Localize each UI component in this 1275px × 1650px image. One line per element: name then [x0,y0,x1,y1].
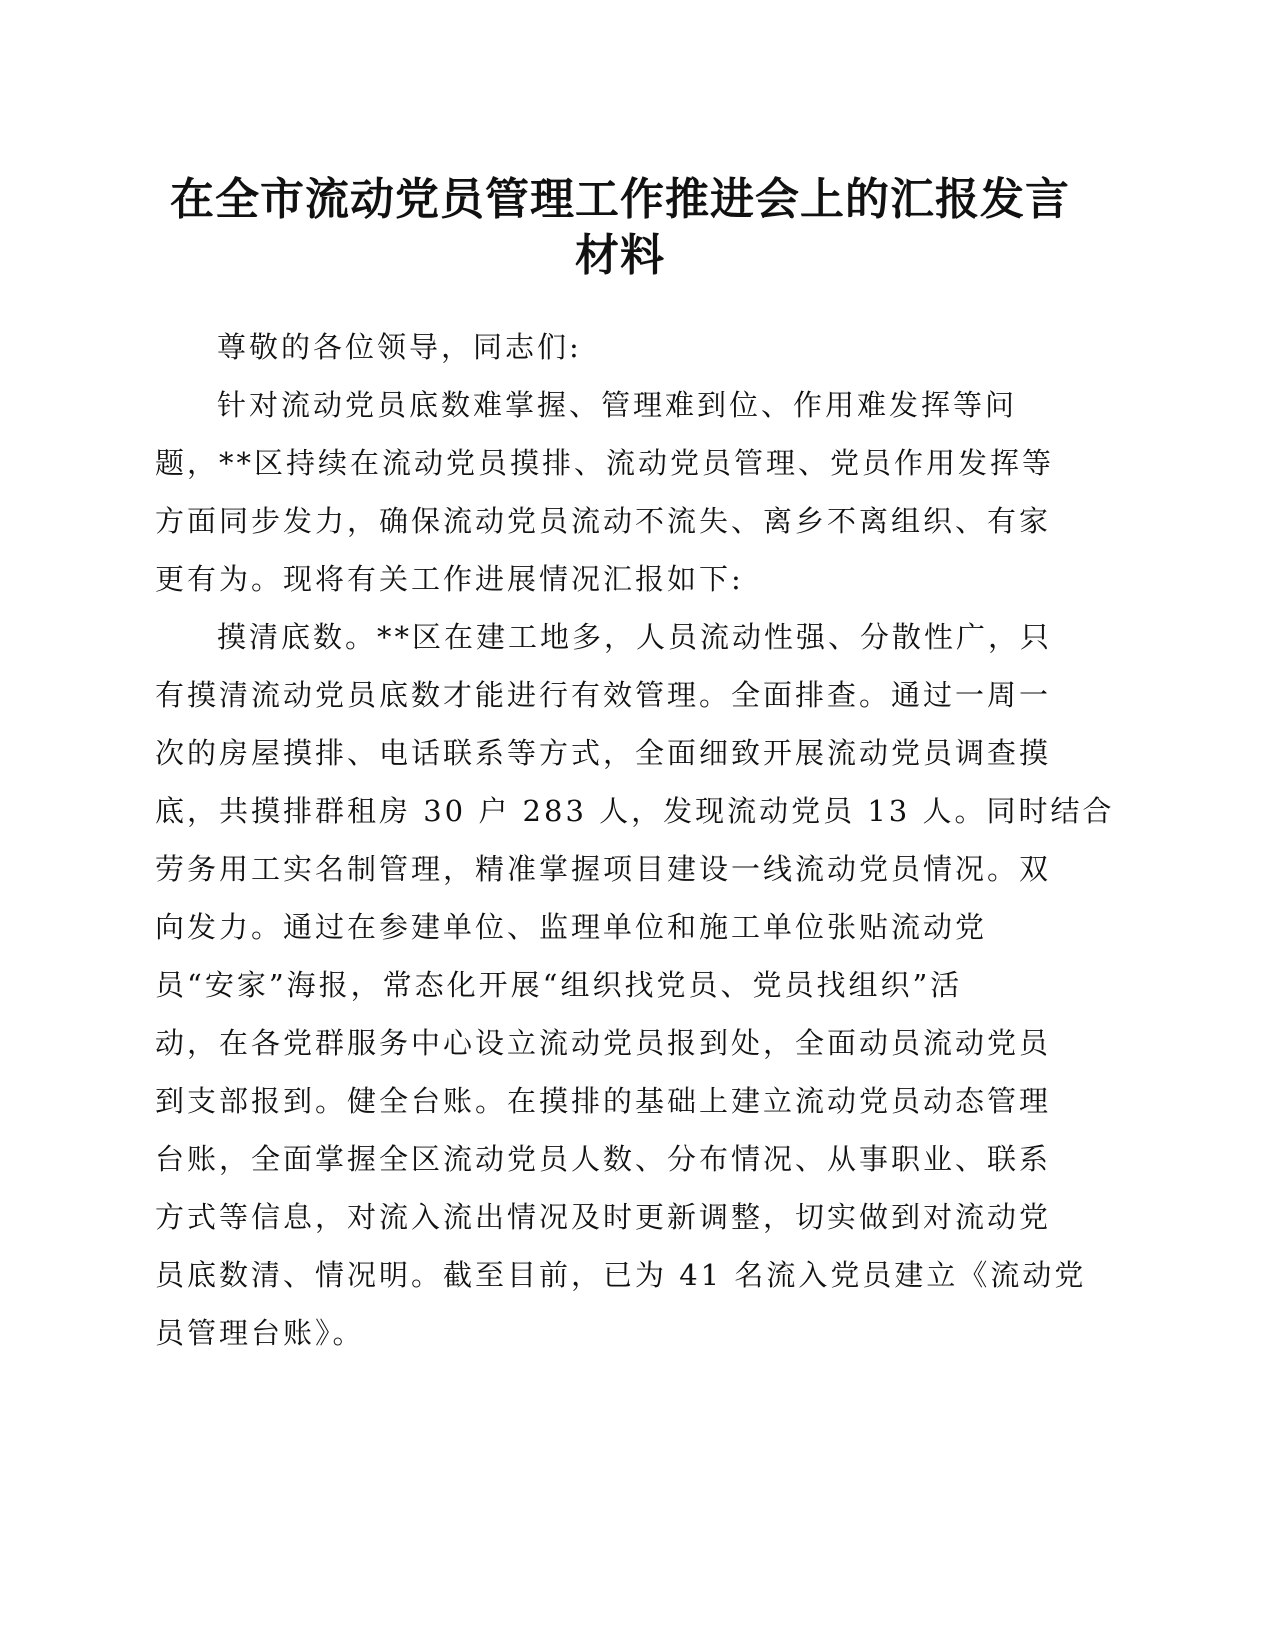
paragraph-line: 次的房屋摸排、电话联系等方式，全面细致开展流动党员调查摸 [155,736,1052,770]
paragraph-line: 方式等信息，对流入流出情况及时更新调整，切实做到对流动党 [155,1200,1052,1234]
paragraph-line: 台账，全面掌握全区流动党员人数、分布情况、从事职业、联系 [155,1142,1052,1176]
paragraph-line: 向发力。通过在参建单位、监理单位和施工单位张贴流动党 [155,910,988,944]
paragraph-introduction [155,376,1105,608]
paragraph-line: 动，在各党群服务中心设立流动党员报到处，全面动员流动党员 [155,1026,1052,1060]
title-line: 材料 [575,230,665,281]
paragraph-line: 劳务用工实名制管理，精准掌握项目建设一线流动党员情况。双 [155,852,1052,886]
paragraph-line: 有摸清流动党员底数才能进行有效管理。全面排查。通过一周一 [155,678,1052,712]
paragraph-line: 摸清底数。**区在建工地多，人员流动性强、分散性广，只 [217,620,1053,654]
document-title [150,172,1090,284]
paragraph-line: 题，**区持续在流动党员摸排、流动党员管理、党员作用发挥等 [155,446,1055,480]
document-body [155,318,1115,1362]
paragraph-line: 方面同步发力，确保流动党员流动不流失、离乡不离组织、有家 [155,504,1052,538]
paragraph-line: 更有为。现将有关工作进展情况汇报如下: [155,562,744,596]
title-line: 在全市流动党员管理工作推进会上的汇报发言 [170,174,1070,225]
paragraph-base-count [155,608,1115,1362]
paragraph-line: 底，共摸排群租房 30 户 283 人，发现流动党员 13 人。同时结合 [155,794,1115,828]
paragraph-line: 到支部报到。健全台账。在摸排的基础上建立流动党员动态管理 [155,1084,1052,1118]
paragraph-line: 员底数清、情况明。截至目前，已为 41 名流入党员建立《流动党 [155,1258,1087,1292]
paragraph-line: 针对流动党员底数难掌握、管理难到位、作用难发挥等问 [217,388,1018,422]
paragraph-line: 员管理台账》。 [155,1316,365,1350]
paragraph-line: 员“安家”海报，常态化开展“组织找党员、党员找组织”活 [155,968,963,1002]
greeting: 尊敬的各位领导，同志们: [217,330,582,364]
